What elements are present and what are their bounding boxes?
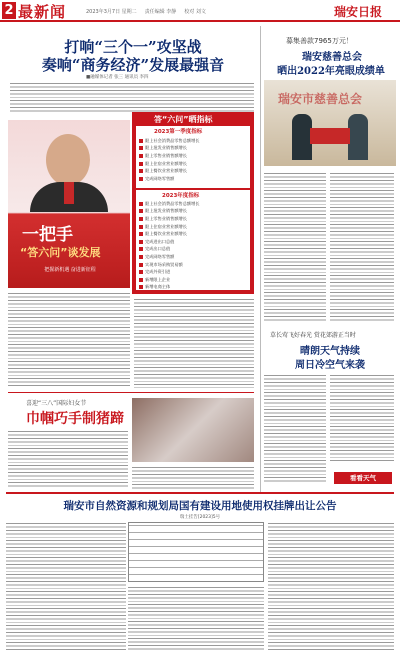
year-panel (136, 190, 250, 290)
bullet-icon (139, 285, 143, 289)
indicator-label: 限上零售业销售额增长 (145, 215, 187, 221)
bullet-icon (139, 169, 143, 173)
indicator-label: 限上批发业销售额增长 (145, 208, 187, 214)
indicator-label: 完成外资引进 (145, 269, 171, 275)
festival-body-col2 (132, 466, 254, 490)
indicator-row (139, 200, 249, 208)
bullet-icon (139, 154, 143, 158)
indicator-label: 限上餐饮业营业额增长 (145, 168, 187, 174)
newspaper-logo: 瑞安日报 (334, 5, 383, 19)
bullet-icon (139, 263, 143, 267)
q1-list (139, 137, 249, 183)
weather-body-col2 (330, 374, 394, 462)
bullet-icon (139, 240, 143, 244)
lead-intro-text (10, 82, 254, 112)
indicator-label: 完成网络零售额 (145, 253, 175, 259)
portrait-tie (64, 182, 74, 204)
indicator-row (139, 284, 249, 292)
bullet-icon (139, 278, 143, 282)
notice-body-col3 (268, 522, 394, 650)
editor-credit: 责任编辑 李静 (144, 9, 177, 15)
indicator-label: 实现市场采购贸易额 (145, 261, 183, 267)
indicator-label: 新增电商主体 (145, 284, 171, 290)
charity-body-col1 (264, 172, 326, 322)
indicator-label: 完成网络零售额 (145, 175, 175, 181)
indicator-row (139, 238, 249, 246)
notice-table (128, 522, 264, 582)
section-title: 最新闻 (18, 3, 67, 21)
indicator-row (139, 137, 249, 145)
year-header: 2023年度指标 (162, 193, 200, 199)
indicator-label: 完成出口总值 (145, 246, 171, 252)
indicator-label: 新增限上企业 (145, 276, 171, 282)
charity-kicker: 募集善款7965万元！ (286, 37, 353, 45)
charity-body-col2 (330, 172, 394, 322)
proof-credit: 校对 刘文 (184, 9, 206, 15)
indicator-row (139, 261, 249, 269)
indicator-row (139, 175, 249, 183)
bullet-icon (139, 217, 143, 221)
weather-title-line2: 周日冷空气来袭 (295, 360, 365, 371)
masthead-meta (86, 8, 206, 15)
leader-poster (8, 120, 130, 288)
lead-title-line1: 打响“三个一”攻坚战 (64, 38, 202, 56)
divider-notice (6, 492, 394, 494)
charity-title-line2: 晒出2022年亮眼成绩单 (277, 66, 385, 77)
column-rule (260, 26, 261, 492)
notice-ref: 瑞土挂告[2023]5号 (179, 515, 221, 520)
weather-tag: 看看天气 (334, 472, 392, 484)
bullet-icon (139, 162, 143, 166)
indicator-row (139, 167, 249, 175)
page-number: 2 (2, 2, 16, 19)
lead-title-line2: 奏响“商务经济”发展最强音 (41, 56, 225, 74)
charity-title-line1: 瑞安慈善总会 (302, 52, 362, 63)
indicator-label: 限上社会消费品零售总额增长 (145, 137, 200, 143)
poster-slogan: 一把手 (22, 225, 73, 245)
divider-lead (8, 392, 254, 393)
photo-banner-text: 瑞安市慈善总会 (278, 92, 363, 106)
indicators-title: 答“六问”晒指标 (154, 115, 213, 124)
year-list (139, 200, 249, 291)
notice-body-col1 (6, 522, 126, 650)
bullet-icon (139, 202, 143, 206)
photo-person2 (348, 114, 368, 160)
charity-photo (264, 80, 396, 166)
q1-panel (136, 126, 250, 188)
bullet-icon (139, 255, 143, 259)
bullet-icon (139, 177, 143, 181)
indicator-label: 限上社会消费品零售总额增长 (145, 200, 200, 206)
indicator-row (139, 160, 249, 168)
bullet-icon (139, 270, 143, 274)
weather-kicker: 草长莺飞好春光 赏花郊游正当时 (270, 332, 356, 339)
festival-photo (132, 398, 254, 462)
lead-body-col1 (8, 292, 130, 388)
notice-body-col2 (128, 586, 264, 650)
indicator-label: 限上餐饮业营业额增长 (145, 231, 187, 237)
poster-sub: 把握新机遇 奋进新征程 (44, 267, 96, 273)
indicator-row (139, 268, 249, 276)
festival-body-col1 (8, 430, 128, 488)
bullet-icon (139, 232, 143, 236)
bullet-icon (139, 209, 143, 213)
indicator-row (139, 152, 249, 160)
indicator-row (139, 215, 249, 223)
indicator-label: 限上零售业销售额增长 (145, 152, 187, 158)
issue-date: 2023年3月7日 星期二 (86, 9, 137, 15)
indicator-label: 限上批发业销售额增长 (145, 145, 187, 151)
lead-byline: ■融媒体记者 张三 通讯员 李四 (86, 75, 149, 80)
indicator-label: 完成进出口总值 (145, 238, 175, 244)
indicator-label: 限上住宿业营业额增长 (145, 223, 187, 229)
festival-kicker: 喜迎“三八”国际妇女节 (26, 400, 87, 407)
indicator-row (139, 230, 249, 238)
bullet-icon (139, 247, 143, 251)
portrait-head (46, 134, 90, 186)
indicator-row (139, 208, 249, 216)
indicator-row (139, 145, 249, 153)
indicator-row (139, 253, 249, 261)
indicators-box (132, 112, 254, 294)
photo-person1 (292, 114, 312, 160)
photo-certificate (310, 128, 350, 144)
indicator-row (139, 276, 249, 284)
festival-title: 巾帼巧手制猪蹄 (26, 411, 124, 427)
weather-title-line1: 晴朗天气持续 (300, 346, 360, 357)
notice-title: 瑞安市自然资源和规划局国有建设用地使用权挂牌出让公告 (63, 500, 337, 512)
lead-body-col2 (134, 298, 254, 388)
poster-slogan2: “答六问”谈发展 (20, 246, 101, 259)
bullet-icon (139, 225, 143, 229)
bullet-icon (139, 139, 143, 143)
bullet-icon (139, 146, 143, 150)
indicator-row (139, 246, 249, 254)
indicator-label: 限上住宿业营业额增长 (145, 160, 187, 166)
weather-body-col1 (264, 374, 326, 484)
q1-header: 2023第一季度指标 (154, 129, 203, 135)
indicator-row (139, 223, 249, 231)
